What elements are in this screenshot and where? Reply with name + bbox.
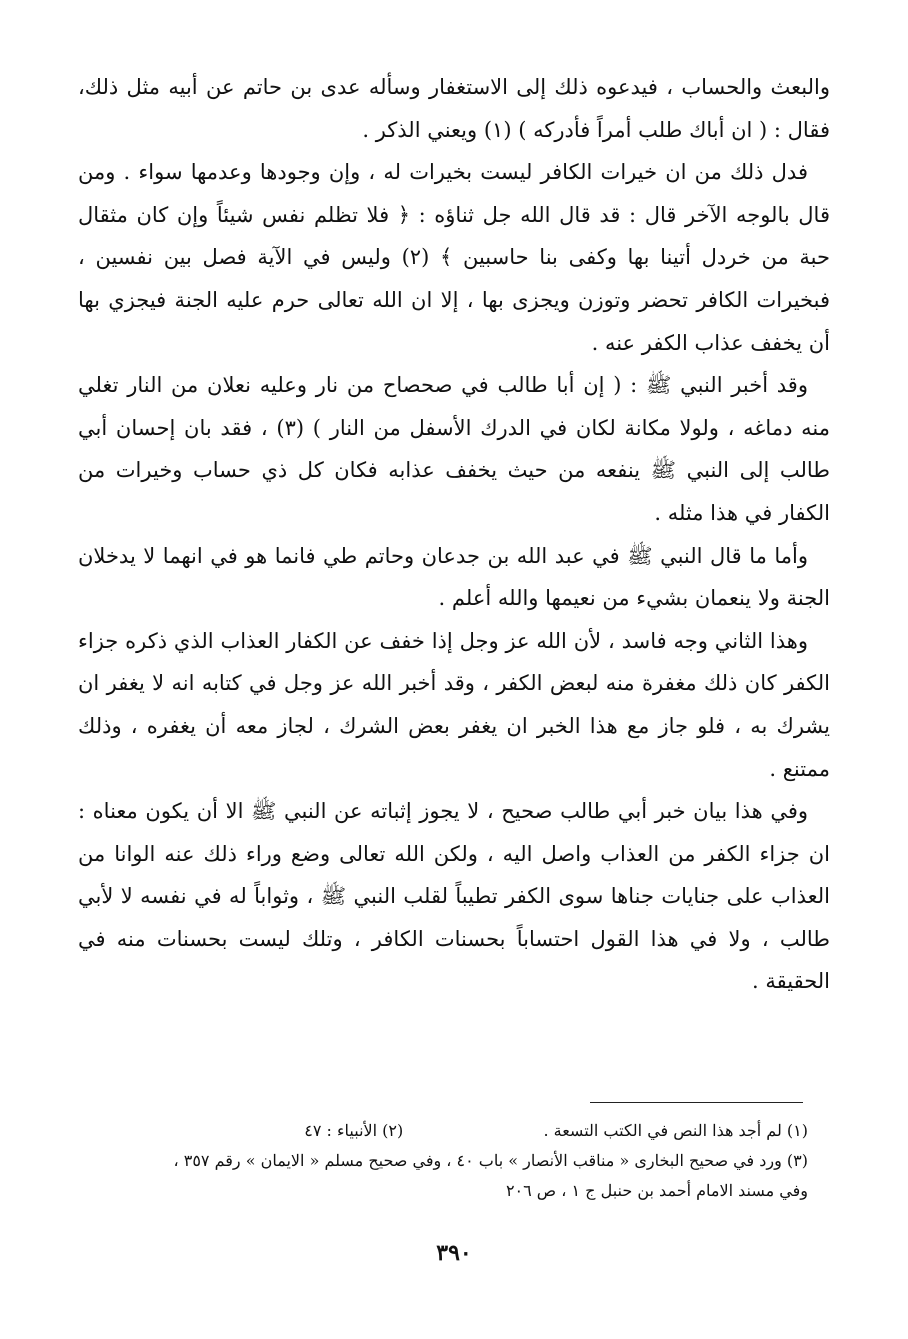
paragraph: وأما ما قال النبي ﷺ في عبد الله بن جدعان وحاتم طي فانما هو في انهما لا يدخلان الجنة ولا ينعمان بشيء من نعيمها والله أعلم . — [78, 543, 830, 611]
paragraph: وفي هذا بيان خبر أبي طالب صحيح ، لا يجوز إثباته عن النبي ﷺ الا أن يكون معناه : ان جزاء الكفر من العذاب واصل اليه ، ولكن الله تعالى وضع وراء ذلك عنه الوانا من العذاب على جنايات جناها سوى الكفر تطيباً لقلب النبي ﷺ ، وثواباً له في نفسه لا لأبي طالب ، ولا في هذا القول احتساباً بحسنات الكافر ، وتلك ليست بحسنات منه في الحقيقة . — [78, 799, 830, 994]
footnote-3-line-2: وفي مسند الامام أحمد بن حنبل ج ١ ، ص ٢٠٦ — [505, 1181, 808, 1200]
footnotes — [78, 1116, 808, 1206]
footnote-row — [78, 1116, 808, 1146]
main-text — [78, 66, 830, 1003]
paragraph: والبعث والحساب ، فيدعوه ذلك إلى الاستغفار وسأله عدى بن حاتم عن أبيه مثل ذلك، فقال : ( ان أباك طلب أمراً فأدركه ) (١) ويعني الذكر . — [78, 75, 830, 142]
footnote-divider — [590, 1102, 803, 1103]
footnote-3-line-1: (٣) ورد في صحيح البخارى « مناقب الأنصار » باب ٤٠ ، وفي صحيح مسلم « الايمان » رقم ٣٥٧ ، — [173, 1151, 808, 1170]
paragraph: وقد أخبر النبي ﷺ : ( إن أبا طالب في صحصاح من نار وعليه نعلان من النار تغلي منه دماغه ، ولولا مكانة لكان في الدرك الأسفل من النار ) (٣) ، فقد بان إحسان أبي طالب إلى النبي ﷺ ينفعه من حيث يخفف عذابه فكان كل ذي حساب وخيرات من الكفار في هذا مثله . — [78, 373, 830, 525]
paragraph: وهذا الثاني وجه فاسد ، لأن الله عز وجل إذا خفف عن الكفار العذاب الذي ذكره جزاء الكفر كان ذلك مغفرة منه لبعض الكفر ، وقد أخبر الله عز وجل في كتابه انه لا يغفر ان يشرك به ، فلو جاز مع هذا الخبر ان يغفر بعض الشرك ، لجاز معه أن يغفره ، وذلك ممتنع . — [78, 628, 830, 781]
footnote-2: (٢) الأنبياء : ٤٧ — [304, 1121, 404, 1140]
paragraph: فدل ذلك من ان خيرات الكافر ليست بخيرات له ، وإن وجودها وعدمها سواء . ومن قال بالوجه الآخر قال : قد قال الله جل ثناؤه : ﴿ فلا تظلم نفس شيئاً وإن كان مثقال حبة من خردل أتينا بها وكفى بنا حاسبين ﴾ (٢) وليس في الآية فصل بين نفسين ، فبخيرات الكافر تحضر وتوزن ويجزى بها ، إلا ان الله تعالى حرم عليه الجنة فيجزي بها أن يخفف عذاب الكفر عنه . — [78, 160, 830, 355]
footnote-1: (١) لم أجد هذا النص في الكتب التسعة . — [543, 1121, 808, 1140]
page-number: ٣٩٠ — [436, 1240, 472, 1266]
